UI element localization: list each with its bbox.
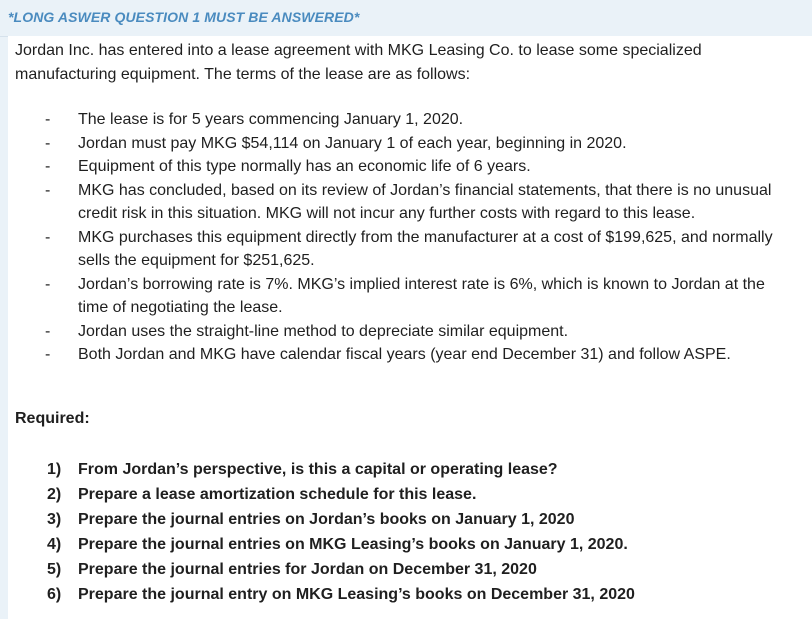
requirement-text: Prepare the journal entry on MKG Leasing’s books on December 31, 2020: [78, 586, 635, 603]
term-text: MKG has concluded, based on its review of Jordan’s financial statements, that there is no unusual credit risk in this situation. MKG will not incur any further costs with regard to this lease.: [78, 181, 772, 222]
requirement-item: [8, 557, 635, 582]
requirement-number: 3): [47, 511, 62, 528]
term-text: Jordan must pay MKG $54,114 on January 1 of each year, beginning in 2020.: [78, 134, 627, 152]
required-heading: Required:: [15, 410, 90, 427]
bullet-dash: -: [45, 275, 51, 293]
bullet-dash: -: [45, 134, 51, 152]
term-text: Equipment of this type normally has an economic life of 6 years.: [78, 158, 531, 175]
lease-terms-list: [8, 108, 812, 367]
requirement-text: Prepare the journal entries on MKG Leasing’s books on January 1, 2020.: [78, 536, 628, 553]
question-header: [0, 0, 812, 37]
question-title: *LONG ASWER QUESTION 1 MUST BE ANSWERED*: [8, 9, 360, 25]
term-text: Both Jordan and MKG have calendar fiscal years (year end December 31) and follow ASPE.: [78, 346, 731, 363]
requirement-item: [8, 582, 635, 607]
bullet-dash: -: [45, 158, 51, 175]
question-body: [8, 36, 812, 619]
requirement-number: 6): [47, 586, 62, 603]
requirement-item: [8, 457, 635, 482]
term-text: MKG purchases this equipment directly from the manufacturer at a cost of $199,625, and normally sells the equipment for $251,625.: [78, 228, 773, 269]
term-text: Jordan uses the straight-line method to depreciate similar equipment.: [78, 322, 569, 340]
requirement-text: Prepare the journal entries for Jordan on December 31, 2020: [78, 561, 537, 578]
requirement-text: From Jordan’s perspective, is this a capital or operating lease?: [78, 461, 558, 478]
requirement-number: 2): [47, 486, 62, 503]
bullet-dash: -: [45, 346, 51, 363]
requirement-number: 5): [47, 561, 62, 578]
requirement-item: [8, 532, 635, 557]
bullet-dash: -: [45, 228, 51, 246]
list-item: [8, 108, 798, 132]
term-text: The lease is for 5 years commencing January 1, 2020.: [78, 111, 464, 128]
list-item: [8, 155, 798, 179]
requirement-number: 1): [47, 461, 62, 478]
bullet-dash: -: [45, 181, 51, 199]
requirements-list: [8, 457, 635, 607]
list-item: [8, 343, 798, 367]
list-item: [8, 226, 798, 273]
requirement-number: 4): [47, 536, 62, 553]
bullet-dash: -: [45, 322, 51, 340]
term-text: Jordan’s borrowing rate is 7%. MKG’s implied interest rate is 6%, which is known to Jordan at the time of negotiating the lease.: [78, 275, 765, 316]
requirement-item: [8, 482, 635, 507]
requirement-item: [8, 507, 635, 532]
requirement-text: Prepare the journal entries on Jordan’s books on January 1, 2020: [78, 511, 575, 528]
bullet-dash: -: [45, 111, 51, 128]
list-item: [8, 132, 798, 156]
list-item: [8, 273, 798, 320]
requirement-text: Prepare a lease amortization schedule for this lease.: [78, 486, 477, 503]
list-item: [8, 320, 798, 344]
intro-paragraph: Jordan Inc. has entered into a lease agreement with MKG Leasing Co. to lease some specialized manufacturing equipment. The terms of the lease are as follows:: [15, 42, 702, 83]
list-item: [8, 179, 798, 226]
